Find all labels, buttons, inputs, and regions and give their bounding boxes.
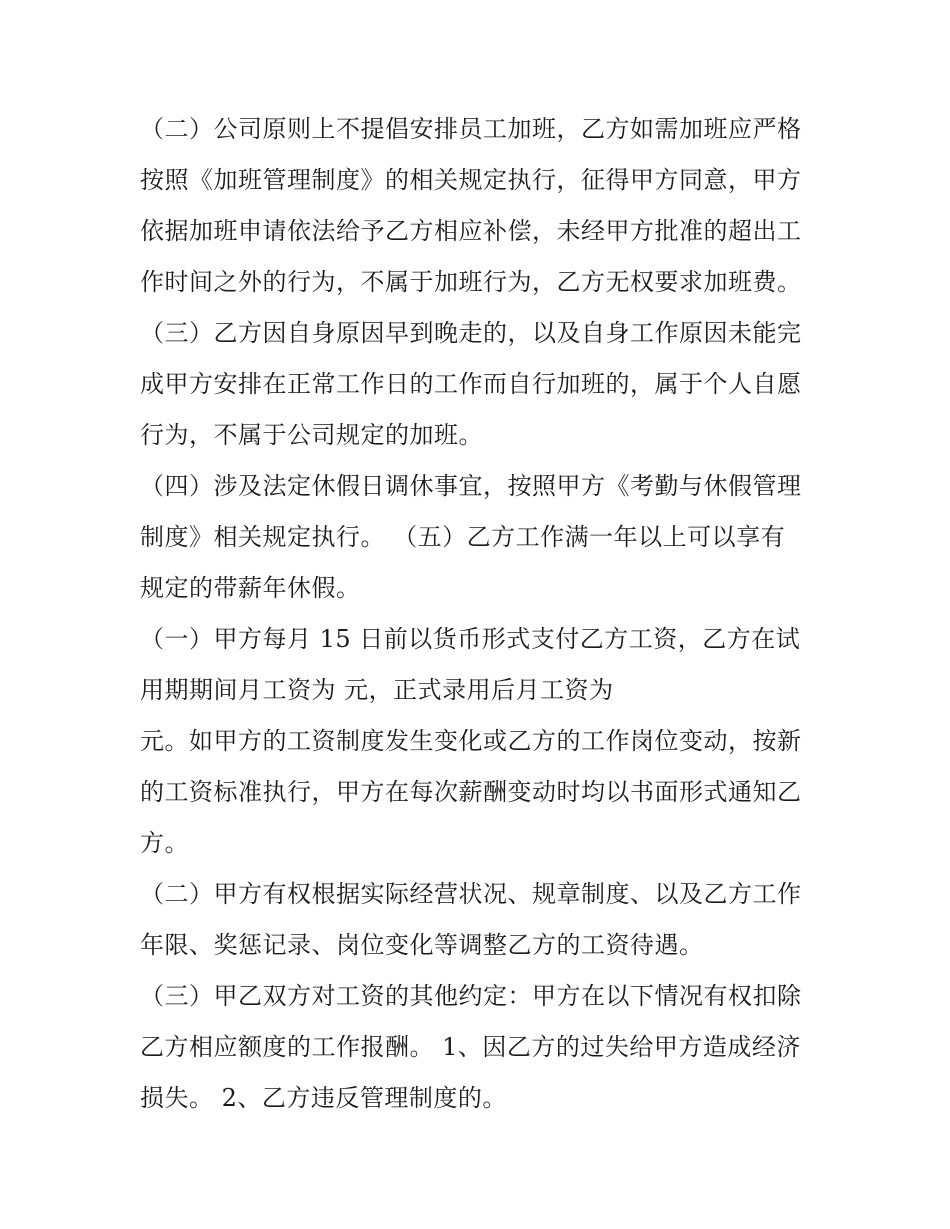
text-line: （二）甲方有权根据实际经营状况、规章制度、以及乙方工作 — [140, 880, 802, 908]
document-body — [140, 104, 820, 1124]
text-line: 行为，不属于公司规定的加班。 — [140, 421, 483, 449]
text-line: 损失。 2、乙方违反管理制度的。 — [140, 1084, 507, 1112]
text-line: 作时间之外的行为，不属于加班行为，乙方无权要求加班费。 — [140, 268, 802, 296]
text-line: 用期期间月工资为 元，正式录用后月工资为 — [140, 676, 614, 704]
text-line: 依据加班申请依法给予乙方相应补偿，未经甲方批准的超出工 — [140, 217, 802, 245]
text-line: 年限、奖惩记录、岗位变化等调整乙方的工资待遇。 — [140, 931, 704, 959]
text-line: （一）甲方每月 15 日前以货币形式支付乙方工资，乙方在试 — [140, 625, 801, 653]
text-line: 的工资标准执行，甲方在每次薪酬变动时均以书面形式通知乙 — [140, 778, 802, 806]
text-line: 乙方相应额度的工作报酬。 1、因乙方的过失给甲方造成经济 — [140, 1033, 801, 1061]
text-line: 元。如甲方的工资制度发生变化或乙方的工作岗位变动，按新 — [140, 727, 802, 755]
text-line: （四）涉及法定休假日调休事宜，按照甲方《考勤与休假管理 — [140, 472, 802, 500]
text-line: （三）甲乙双方对工资的其他约定：甲方在以下情况有权扣除 — [140, 982, 802, 1010]
text-line: 方。 — [140, 829, 189, 857]
text-line: 成甲方安排在正常工作日的工作而自行加班的，属于个人自愿 — [140, 370, 802, 398]
text-line: 制度》相关规定执行。 （五）乙方工作满一年以上可以享有 — [140, 523, 786, 551]
text-line: （三）乙方因自身原因早到晚走的，以及自身工作原因未能完 — [140, 319, 802, 347]
text-line: 按照《加班管理制度》的相关规定执行，征得甲方同意，甲方 — [140, 166, 802, 194]
text-line: （二）公司原则上不提倡安排员工加班，乙方如需加班应严格 — [140, 115, 802, 143]
text-line: 规定的带薪年休假。 — [140, 574, 361, 602]
